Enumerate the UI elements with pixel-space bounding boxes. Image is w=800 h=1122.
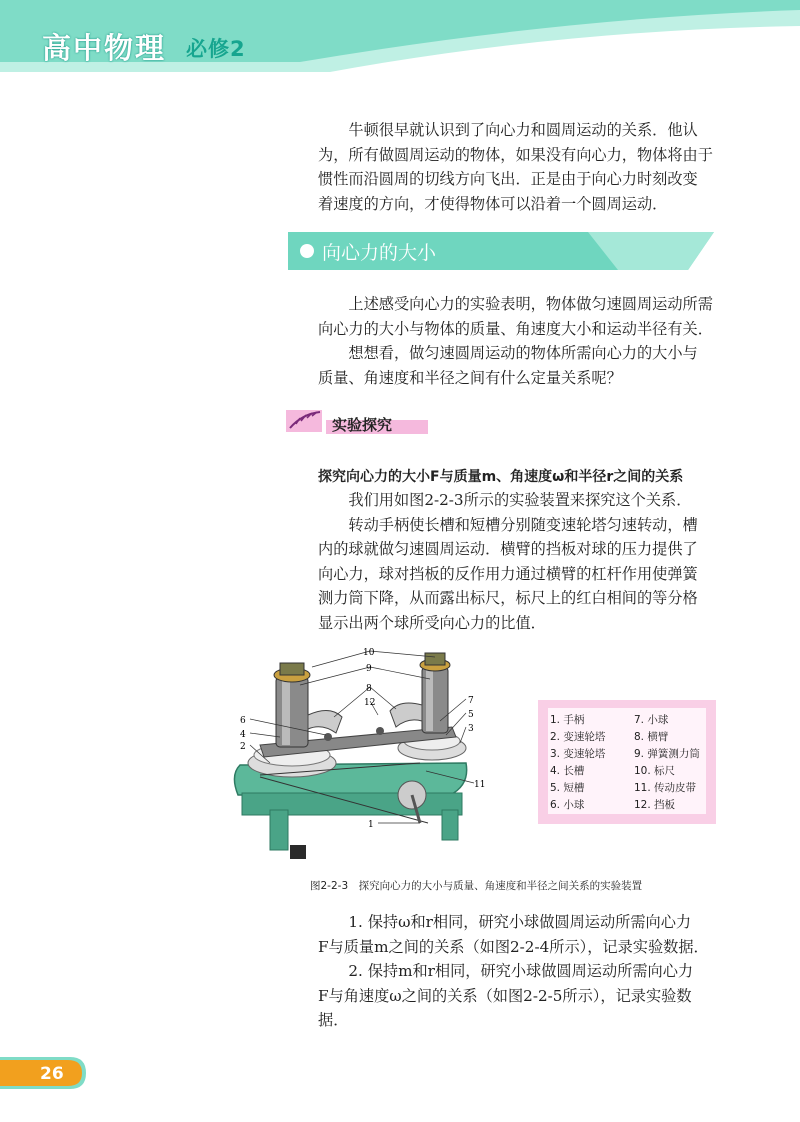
callout-label: 10 (363, 648, 375, 658)
explore-tag (286, 406, 430, 438)
callout-label: 5 (468, 710, 474, 720)
callout-label: 12 (364, 698, 376, 708)
text-line: 向心力，球对挡板的反作用力通过横臂的杠杆作用使弹簧 (318, 564, 698, 583)
text-line: 内的球就做匀速圆周运动．横臂的挡板对球的压力提供了 (318, 540, 698, 558)
apparatus-illustration (230, 645, 490, 863)
text-line: 上述感受向心力的实验表明，物体做匀速圆周运动所需 (348, 295, 713, 313)
text-line: 显示出两个球所受向心力的比值． (318, 613, 546, 632)
legend-item: 8. 横臂 (634, 731, 669, 743)
text-line: 转动手柄使长槽和短槽分别随变速轮塔匀速转动，槽 (348, 515, 698, 534)
legend-item: 6. 小球 (550, 799, 585, 811)
callout-label: 1 (368, 820, 374, 830)
step-line: 2. 保持m和r相同，研究小球做圆周运动所需向心力 (348, 962, 694, 980)
legend-item: 3. 变速轮塔 (550, 748, 606, 760)
figure-caption: 图2-2-3 探究向心力的大小与质量、角速度和半径之间关系的实验装置 (310, 880, 643, 892)
bullet-icon (300, 244, 314, 258)
legend-item: 12. 挡板 (634, 799, 676, 811)
experiment-text (318, 488, 714, 635)
section-title: 向心力的大小 (322, 242, 437, 264)
callout-label: 2 (240, 742, 246, 752)
legend-item: 11. 传动皮带 (634, 782, 697, 794)
experiment-heading: 探究向心力的大小F与质量m、角速度ω和半径r之间的关系 (318, 469, 684, 485)
text-line: 着速度的方向，才使得物体可以沿着一个圆周运动． (318, 194, 668, 213)
figure-legend (538, 700, 716, 824)
step-line: 1. 保持ω和r相同，研究小球做圆周运动所需向心力 (348, 913, 692, 931)
section-heading-bar (288, 232, 714, 270)
legend-item: 7. 小球 (634, 714, 669, 726)
step-line: F与角速度ω之间的关系（如图2-2-5所示），记录实验数据． (318, 986, 692, 1029)
text-line: 惯性而沿圆周的切线方向飞出．正是由于向心力时刻改变 (318, 170, 698, 188)
explore-label: 实验探究 (332, 416, 393, 434)
text-line: 测力筒下降，从而露出标尺，标尺上的红白相间的等分格 (318, 589, 698, 607)
intro-paragraph (318, 118, 714, 216)
section-paragraph (318, 292, 714, 390)
legend-item: 2. 变速轮塔 (550, 731, 606, 743)
text-line: 牛顿很早就认识到了向心力和圆周运动的关系．他认 (348, 121, 698, 139)
leaf-icon (286, 406, 326, 434)
text-line: 为，所有做圆周运动的物体，如果没有向心力，物体将由于 (318, 145, 713, 164)
legend-item: 1. 手柄 (550, 714, 585, 726)
text-line: 向心力的大小与物体的质量、角速度大小和运动半径有关． (318, 319, 713, 338)
text-line: 质量、角速度和半径之间有什么定量关系呢？ (318, 368, 622, 387)
legend-item: 9. 弹簧测力筒 (634, 748, 700, 760)
page-number: 26 (40, 1064, 64, 1084)
callout-label: 6 (240, 716, 246, 726)
legend-panel (548, 708, 706, 814)
callout-label: 8 (366, 684, 372, 694)
text-line: 想想看，做匀速圆周运动的物体所需向心力的大小与 (348, 344, 698, 362)
book-title: 高中物理 (42, 31, 167, 65)
legend-item: 10. 标尺 (634, 765, 676, 777)
text-line: 我们用如图2-2-3所示的实验装置来探究这个关系． (348, 491, 692, 509)
step-line: F与质量m之间的关系（如图2-2-4所示），记录实验数据． (318, 937, 709, 956)
callout-label: 11 (474, 780, 486, 790)
legend-item: 5. 短槽 (550, 782, 585, 794)
page-header (0, 0, 800, 80)
callout-label: 3 (468, 724, 474, 734)
book-subtitle: 必修2 (186, 37, 246, 61)
callout-label: 9 (366, 664, 372, 674)
callout-label: 4 (240, 730, 246, 740)
callout-label: 7 (468, 696, 474, 706)
legend-item: 4. 长槽 (550, 765, 585, 777)
